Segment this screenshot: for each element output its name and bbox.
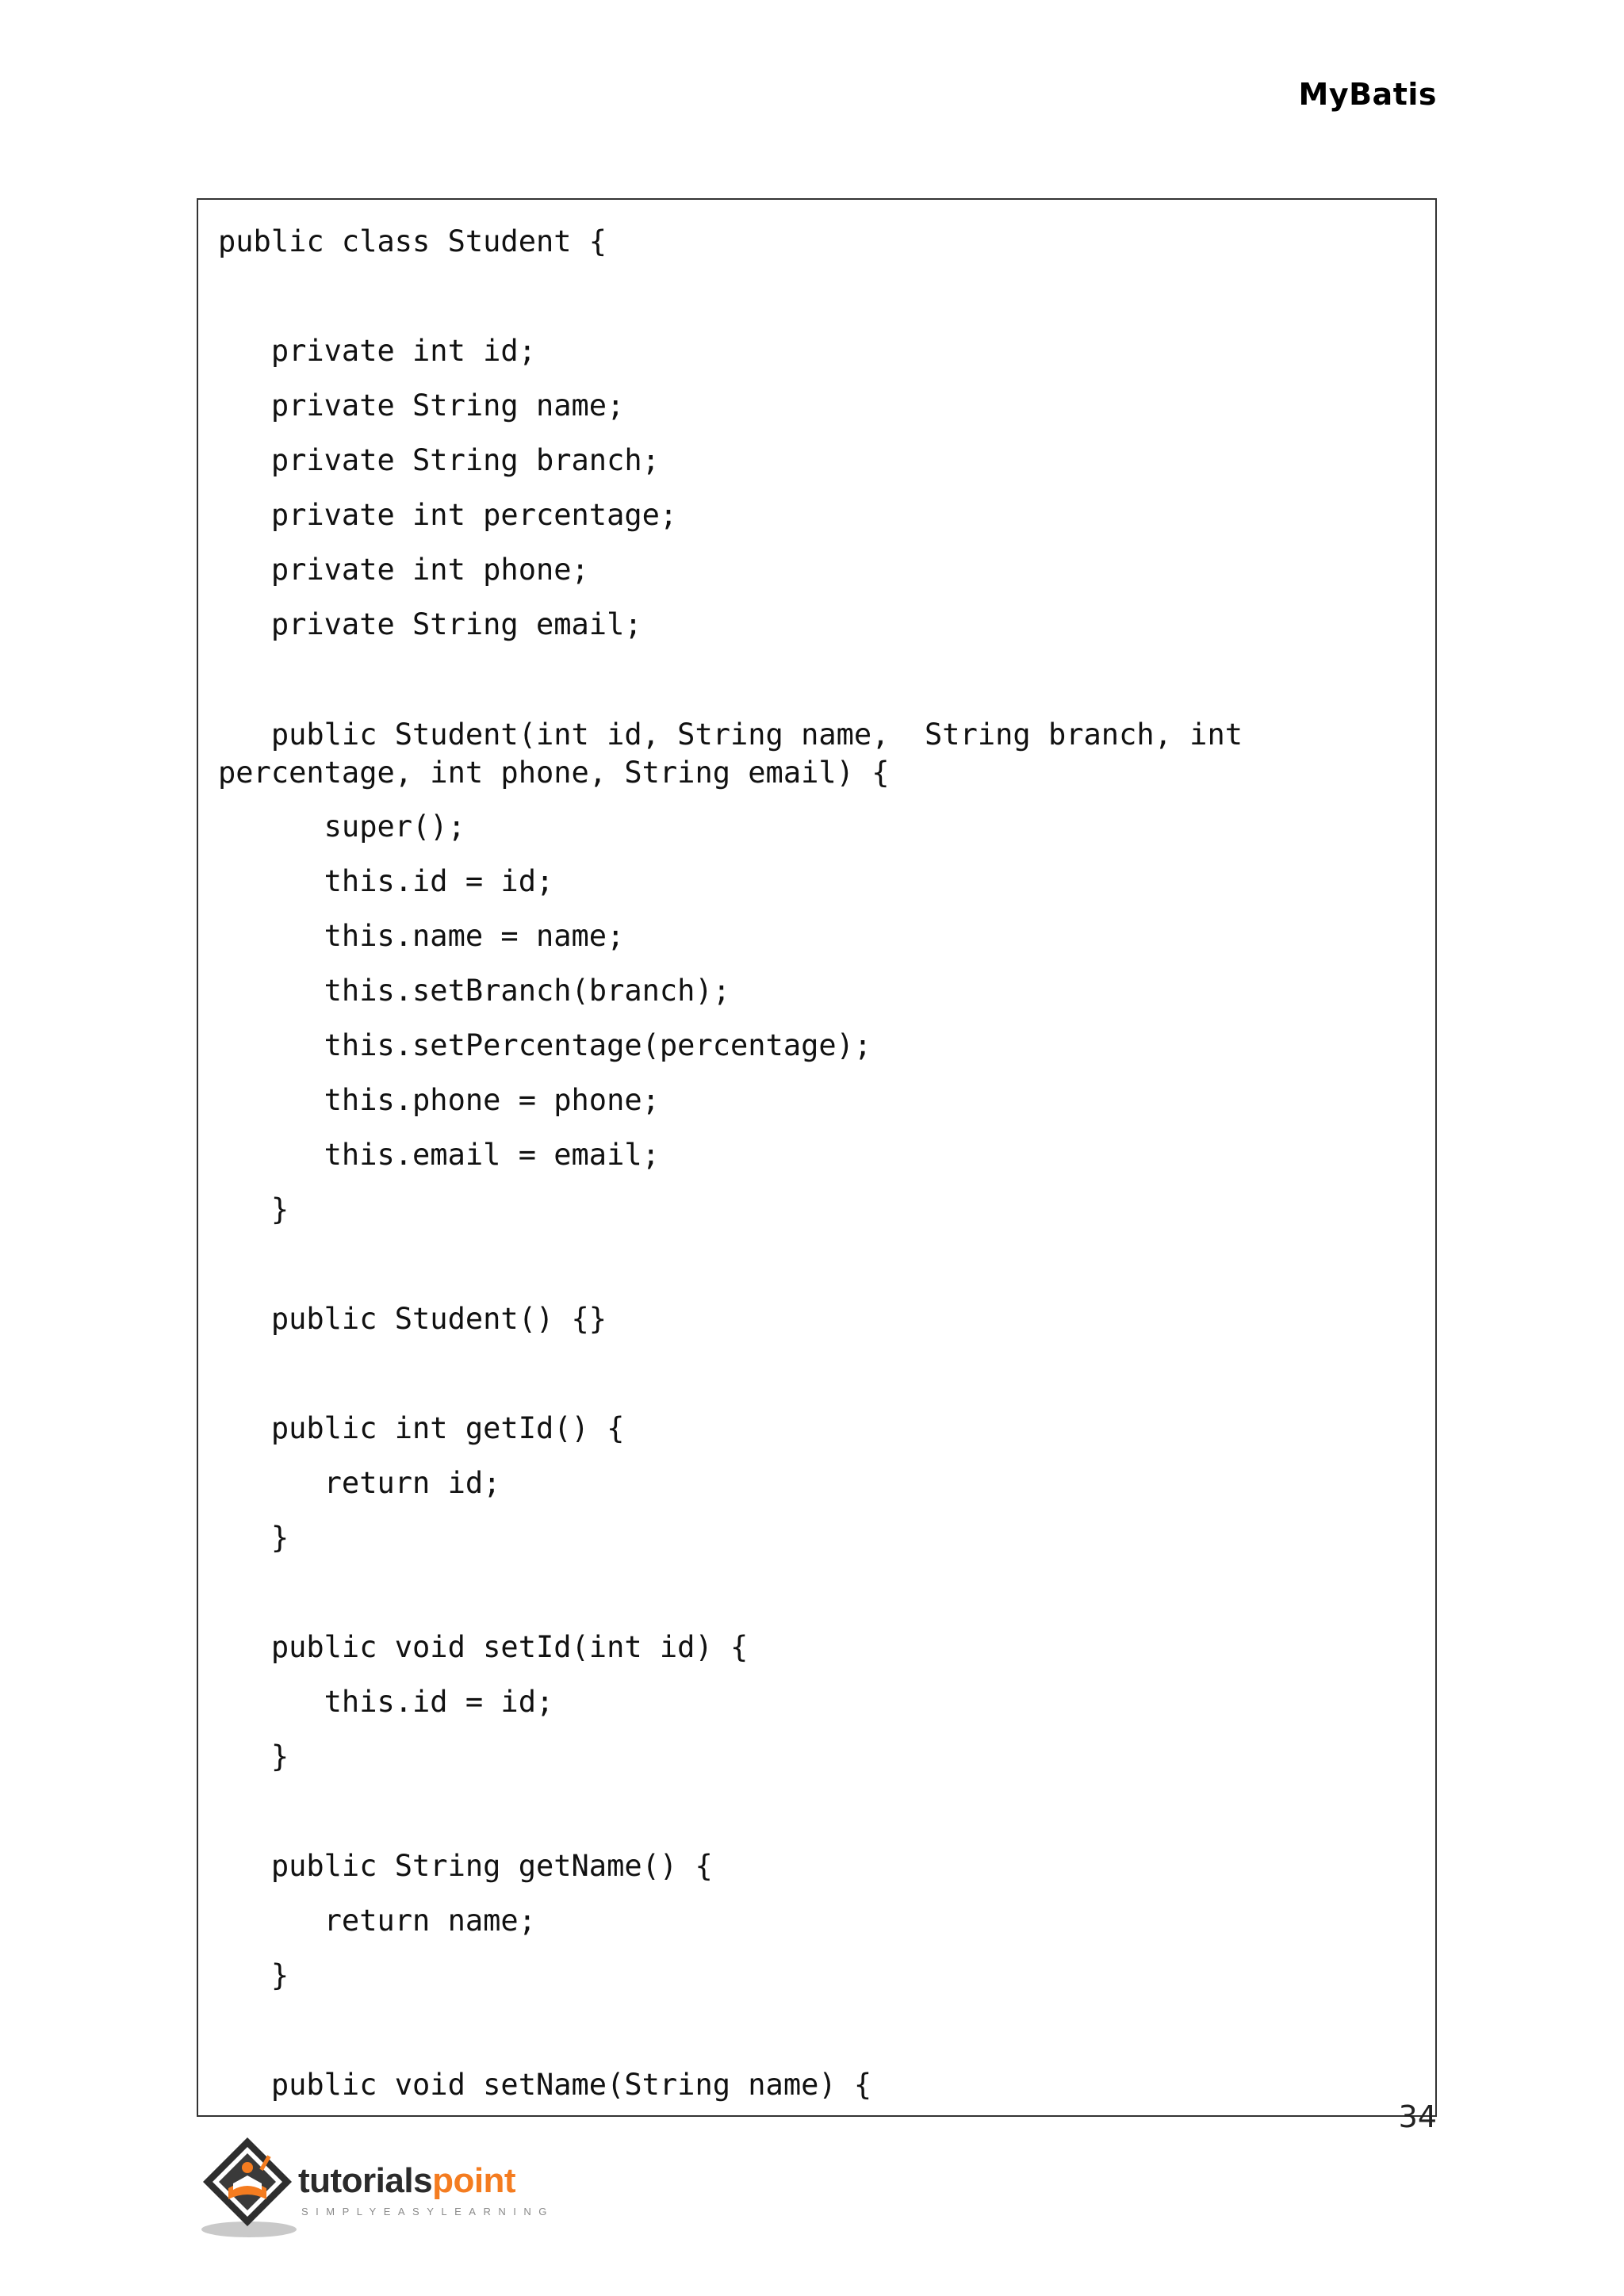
code-line xyxy=(218,652,1419,706)
code-line: this.phone = phone; xyxy=(218,1083,660,1117)
logo-text-dark: tutorials xyxy=(298,2161,433,2200)
code-line xyxy=(218,2003,1419,2057)
code-lines xyxy=(218,214,1419,2112)
page-number: 34 xyxy=(1398,2099,1437,2134)
code-line: } xyxy=(218,1958,289,1992)
code-line xyxy=(218,1346,1419,1401)
logo-tagline: SIMPLYEASYLEARNING xyxy=(301,2206,554,2218)
code-line: public Student() {} xyxy=(218,1302,607,1336)
code-line: private String name; xyxy=(218,388,625,423)
code-line: private int percentage; xyxy=(218,498,678,532)
code-line xyxy=(218,1565,1419,1620)
code-line: this.setPercentage(percentage); xyxy=(218,1028,872,1062)
code-line: this.email = email; xyxy=(218,1138,660,1172)
code-line: public int getId() { xyxy=(218,1411,625,1445)
code-line: this.name = name; xyxy=(218,919,625,953)
code-line: private String email; xyxy=(218,607,642,641)
code-line: } xyxy=(218,1521,289,1555)
code-line xyxy=(218,1784,1419,1839)
code-line: return name; xyxy=(218,1904,536,1938)
code-line xyxy=(218,269,1419,323)
code-line: public void setName(String name) { xyxy=(218,2068,872,2102)
page-header-title: MyBatis xyxy=(1298,77,1437,112)
code-line: } xyxy=(218,1739,289,1774)
logo-diamond-icon xyxy=(197,2133,300,2244)
code-line: } xyxy=(218,1192,289,1226)
code-line xyxy=(218,1237,1419,1292)
code-line: public class Student { xyxy=(218,224,607,258)
code-line: super(); xyxy=(218,809,465,844)
code-line: public Student(int id, String name, String branch, int percentage, int phone, String email) { xyxy=(218,718,1261,790)
code-line: private int phone; xyxy=(218,553,589,587)
logo-wordmark xyxy=(298,2161,515,2201)
code-line: this.id = id; xyxy=(218,1685,554,1719)
code-line: private String branch; xyxy=(218,443,660,477)
code-line: this.setBranch(branch); xyxy=(218,974,731,1008)
code-line: public void setId(int id) { xyxy=(218,1630,749,1664)
code-line: private int id; xyxy=(218,334,536,368)
code-block xyxy=(197,198,1437,2117)
code-line: this.id = id; xyxy=(218,864,554,898)
tutorialspoint-logo xyxy=(197,2133,554,2244)
code-line: public String getName() { xyxy=(218,1849,713,1883)
logo-text-accent: point xyxy=(432,2161,516,2200)
code-line: return id; xyxy=(218,1466,501,1500)
